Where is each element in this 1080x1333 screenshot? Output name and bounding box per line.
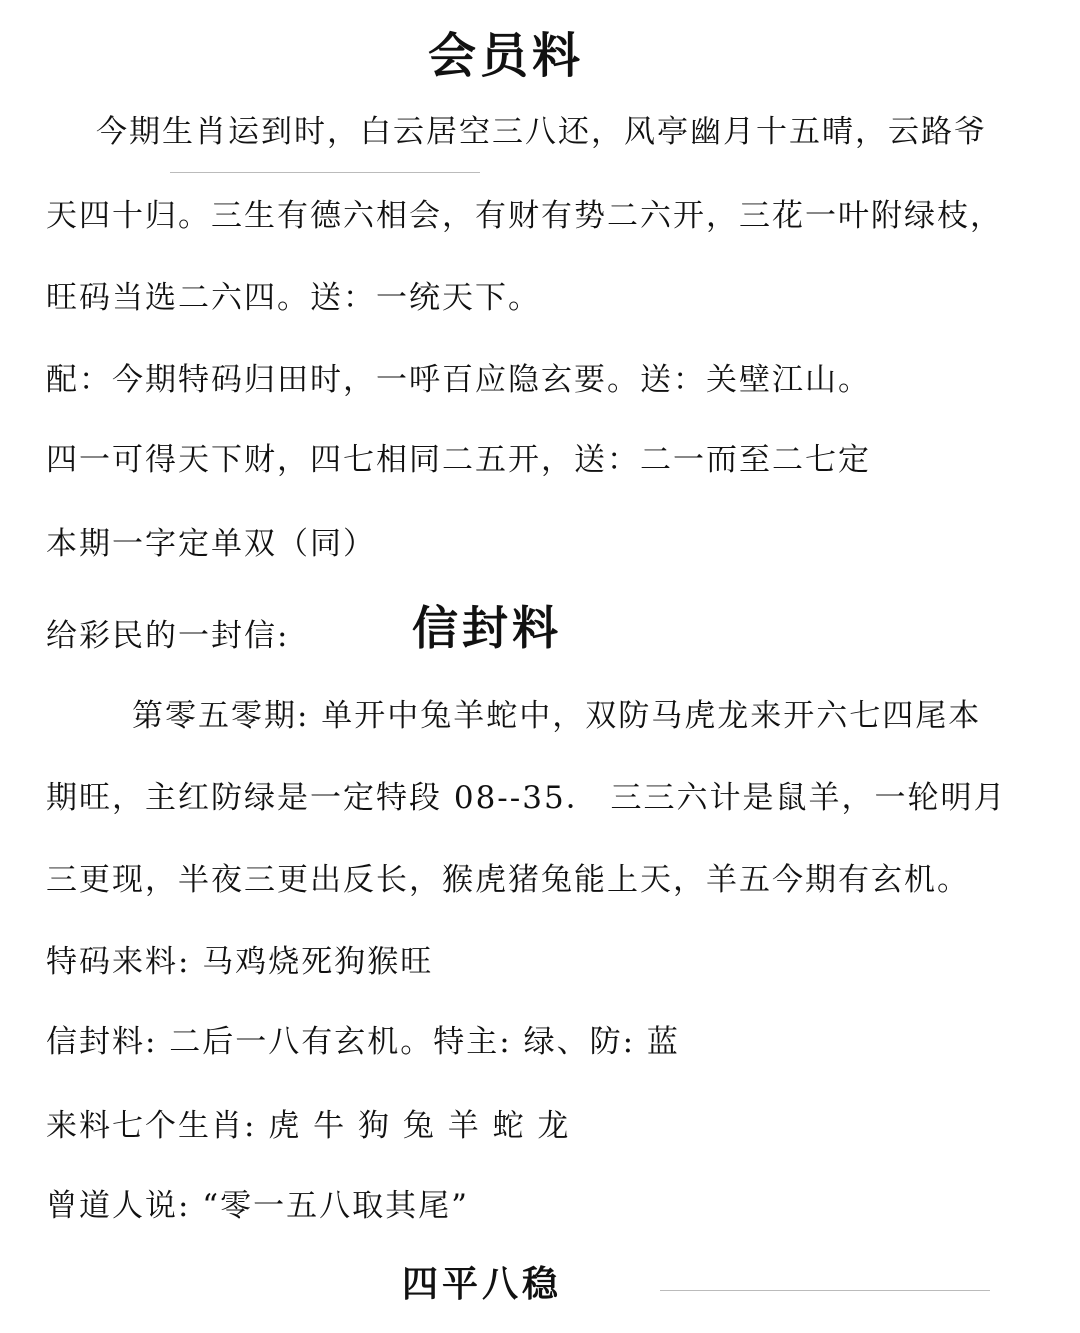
xinfeng-line: 信封料: 二后一八有玄机。特主: 绿、防: 蓝: [46, 1024, 680, 1060]
member-title: 会员料: [428, 28, 585, 84]
paragraph-1-line-2: 天四十归。三生有德六相会，有财有势二六开，三花一叶附绿枝，: [46, 198, 1003, 234]
letter-label: 给彩民的一封信:: [46, 618, 290, 654]
zodiac-line: 来料七个生肖: 虎 牛 狗 兔 羊 蛇 龙: [46, 1108, 571, 1144]
line-five: 四一可得天下财，四七相同二五开，送：二一而至二七定: [46, 442, 871, 478]
zeng-line: 曾道人说: “零一五八取其尾”: [46, 1188, 469, 1224]
line-six: 本期一字定单双（同）: [46, 526, 376, 562]
paragraph-1-line-1: 今期生肖运到时，白云居空三八还，风亭幽月十五晴，云路爷: [96, 114, 987, 150]
envelope-title: 信封料: [412, 601, 562, 655]
scan-mark: [170, 172, 480, 173]
tema-line: 特码来料: 马鸡烧死狗猴旺: [46, 944, 434, 980]
pei-line: 配：今期特码归田时，一呼百应隐玄要。送：关壁江山。: [46, 362, 871, 398]
paragraph-2-line-3: 三更现，半夜三更出反长，猴虎猪兔能上天，羊五今期有玄机。: [46, 862, 970, 898]
bottom-title: 四平八稳: [402, 1263, 563, 1305]
paragraph-2-line-2: 期旺，主红防绿是一定特段 08--35． 三三六计是鼠羊，一轮明月: [46, 780, 1007, 816]
scan-mark: [660, 1290, 990, 1291]
paragraph-2-line-1: 第零五零期: 单开中兔羊蛇中，双防马虎龙来开六七四尾本: [132, 698, 982, 734]
paragraph-1-line-3: 旺码当选二六四。送：一统天下。: [46, 280, 541, 316]
